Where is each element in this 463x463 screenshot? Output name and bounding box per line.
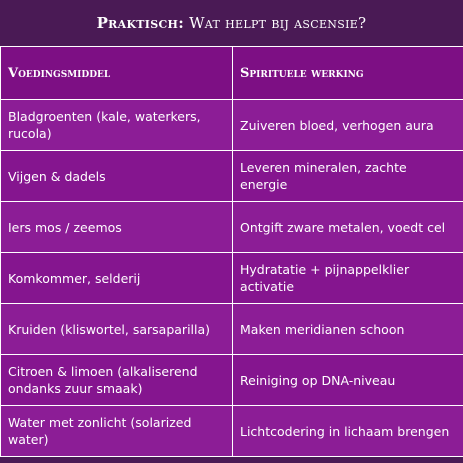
- food-cell: Citroen & limoen (alkaliserend ondanks zuur smaak): [1, 355, 233, 406]
- food-table: [0, 46, 463, 457]
- effect-cell: Lichtcodering in lichaam brengen: [233, 406, 463, 457]
- effect-cell: Reiniging op DNA-niveau: [233, 355, 463, 406]
- effect-cell: Hydratatie + pijnappelklier activatie: [233, 253, 463, 304]
- effect-cell: Zuiveren bloed, verhogen aura: [233, 100, 463, 151]
- table-row: [1, 253, 463, 304]
- food-cell: Bladgroenten (kale, waterkers, rucola): [1, 100, 233, 151]
- food-cell: Vijgen & dadels: [1, 151, 233, 202]
- effect-cell: Ontgift zware metalen, voedt cel: [233, 202, 463, 253]
- header-effect: Spirituele werking: [233, 47, 463, 100]
- table-row: [1, 202, 463, 253]
- food-cell: Kruiden (kliswortel, sarsaparilla): [1, 304, 233, 355]
- food-cell: Komkommer, selderij: [1, 253, 233, 304]
- table-row: [1, 304, 463, 355]
- header-row: [1, 47, 463, 100]
- title-bold: Praktisch:: [96, 14, 185, 32]
- title-bar: [0, 0, 463, 46]
- header-food: Voedingsmiddel: [1, 47, 233, 100]
- title-text: Wat helpt bij ascensie?: [189, 14, 367, 32]
- table-row: [1, 151, 463, 202]
- food-cell: Water met zonlicht (solarized water): [1, 406, 233, 457]
- table-row: [1, 406, 463, 457]
- effect-cell: Leveren mineralen, zachte energie: [233, 151, 463, 202]
- table-row: [1, 355, 463, 406]
- food-cell: Iers mos / zeemos: [1, 202, 233, 253]
- effect-cell: Maken meridianen schoon: [233, 304, 463, 355]
- table-row: [1, 100, 463, 151]
